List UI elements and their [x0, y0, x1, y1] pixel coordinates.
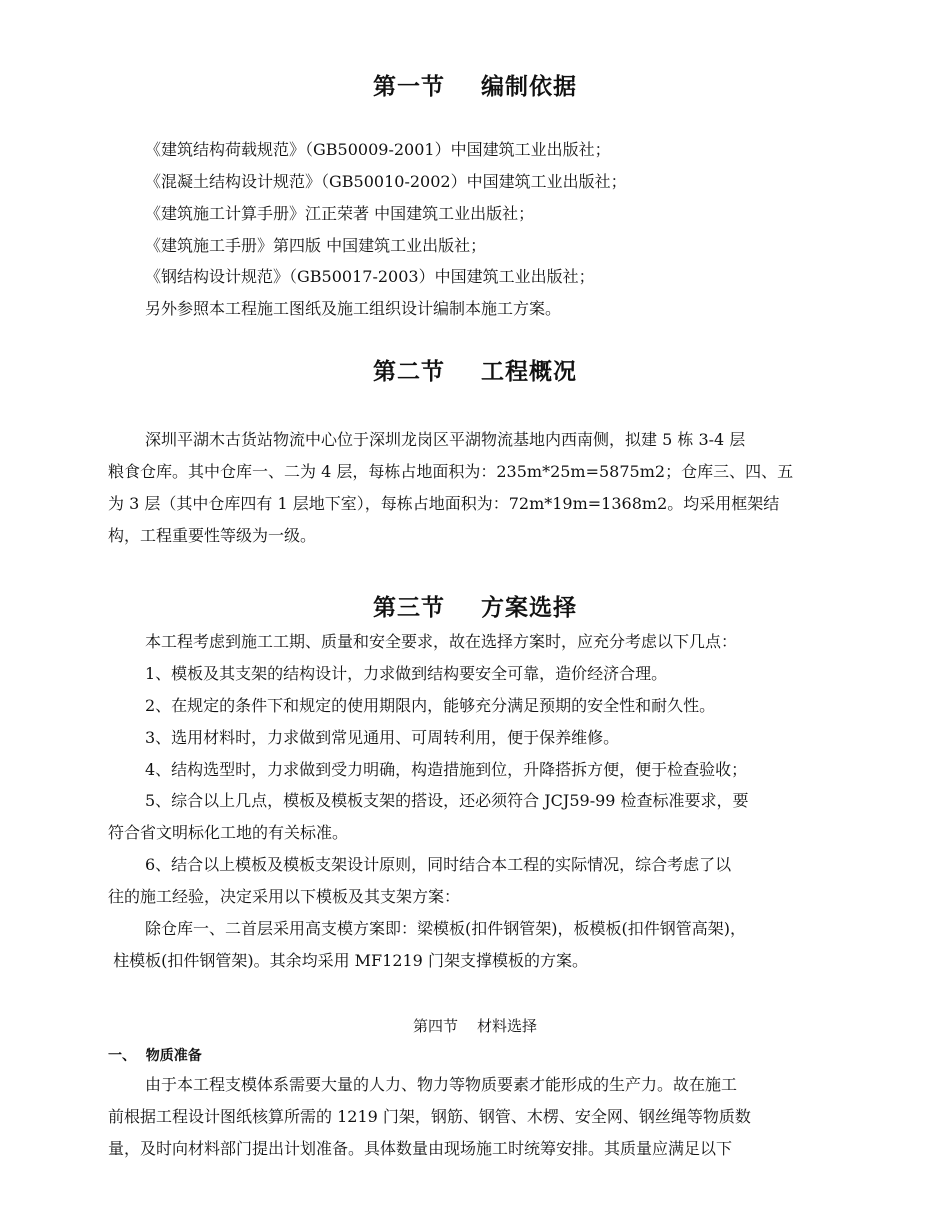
reference-line: 《建筑结构荷载规范》（GB50009-2001）中国建筑工业出版社；	[145, 140, 611, 159]
overview-line: 为 3 层（其中仓库四有 1 层地下室），每栋占地面积为：72m*19m=1368m2。均采用框架结	[108, 494, 780, 513]
plan-line: 除仓库一、二首层采用高支模方案即：梁模板(扣件钢管架)，板模板(扣件钢管高架)，	[145, 919, 746, 938]
material-line: 前根据工程设计图纸核算所需的 1219 门架，钢筋、钢管、木楞、安全网、钢丝绳等物质数	[108, 1107, 751, 1126]
plan-line: 1、模板及其支架的结构设计，力求做到结构要安全可靠，造价经济合理。	[145, 664, 668, 683]
overview-line: 深圳平湖木古货站物流中心位于深圳龙岗区平湖物流基地内西南侧，拟建 5 栋 3-4 层	[145, 430, 746, 449]
section-2-title: 第二节 工程概况	[372, 359, 578, 385]
material-line: 量，及时向材料部门提出计划准备。具体数量由现场施工时统筹安排。其质量应满足以下	[108, 1139, 733, 1158]
plan-line: 2、在规定的条件下和规定的使用期限内，能够充分满足预期的安全性和耐久性。	[145, 696, 716, 715]
section-3-title: 第三节 方案选择	[372, 595, 578, 621]
overview-line: 粮食仓库。其中仓库一、二为 4 层，每栋占地面积为：235m*25m=5875m2；仓库三、四、五	[108, 462, 794, 481]
material-line: 由于本工程支模体系需要大量的人力、物力等物质要素才能形成的生产力。故在施工	[145, 1075, 738, 1094]
reference-line: 《建筑施工手册》第四版 中国建筑工业出版社；	[145, 236, 487, 255]
plan-line: 6、结合以上模板及模板支架设计原则，同时结合本工程的实际情况，综合考虑了以	[145, 855, 732, 874]
overview-line: 构，工程重要性等级为一级。	[108, 526, 317, 545]
reference-line: 《建筑施工计算手册》江正荣著 中国建筑工业出版社；	[145, 204, 535, 223]
plan-line: 本工程考虑到施工工期、质量和安全要求，故在选择方案时，应充分考虑以下几点：	[145, 632, 738, 651]
plan-line: 3、选用材料时，力求做到常见通用、可周转利用，便于保养维修。	[145, 728, 620, 747]
section-1-title: 第一节 编制依据	[372, 74, 578, 100]
plan-line: 往的施工经验，决定采用以下模板及其支架方案：	[108, 887, 461, 906]
reference-line: 另外参照本工程施工图纸及施工组织设计编制本施工方案。	[145, 299, 562, 318]
reference-line: 《混凝土结构设计规范》（GB50010-2002）中国建筑工业出版社；	[145, 172, 627, 191]
plan-line: 柱模板(扣件钢管架)。其余均采用 MF1219 门架支撑模板的方案。	[108, 951, 588, 970]
section-4-title: 第四节 材料选择	[412, 1017, 538, 1035]
subheading-material-preparation: 一、 物质准备	[108, 1048, 202, 1064]
plan-line: 4、结构选型时，力求做到受力明确，构造措施到位，升降搭拆方便，便于检查验收；	[145, 760, 748, 779]
plan-line: 5、综合以上几点，模板及模板支架的搭设，还必须符合 JCJ59-99 检查标准要求，要	[145, 791, 749, 810]
reference-line: 《钢结构设计规范》（GB50017-2003）中国建筑工业出版社；	[145, 267, 595, 286]
plan-line: 符合省文明标化工地的有关标准。	[108, 823, 349, 842]
